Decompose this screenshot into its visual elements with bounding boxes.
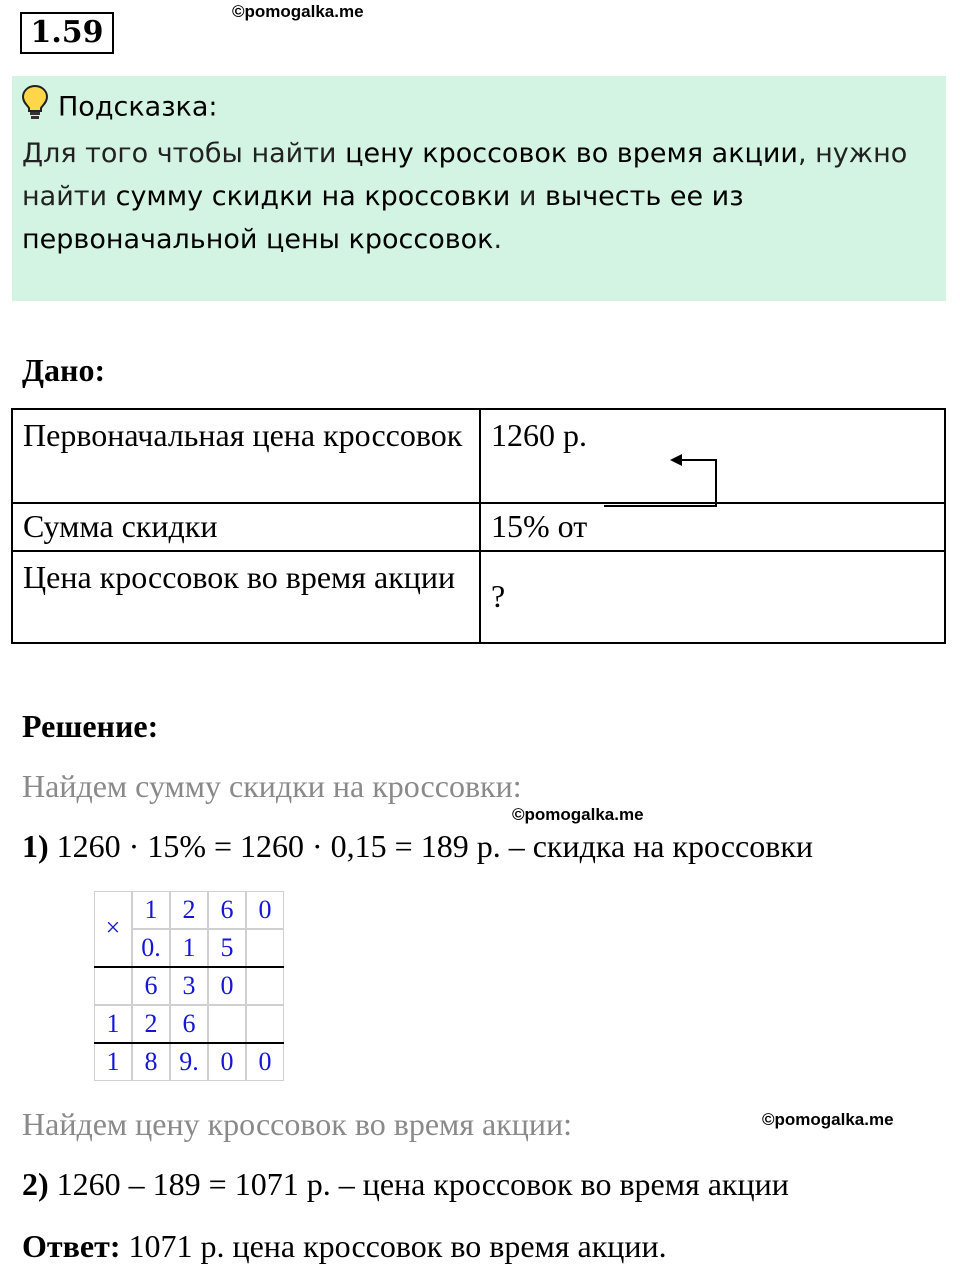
digit-cell: 2 <box>132 1005 170 1043</box>
multiply-sign: × <box>105 913 121 942</box>
sum-line <box>94 966 284 968</box>
digit-cell <box>208 1005 246 1043</box>
hint-emphasis: сумму скидки на кроссовки <box>115 181 511 212</box>
digit-cell: 0. <box>132 929 170 967</box>
hint-text: Для того чтобы найти цену кроссовок во время акции, нужно найти сумму скидки на кроссовки и вычесть ее из первоначальной цены кроссовок. <box>22 138 908 255</box>
digit-cell: 2 <box>170 891 208 929</box>
digit-cell: 0 <box>208 967 246 1005</box>
digit-cell: 0 <box>246 891 284 929</box>
hint-emphasis: цену кроссовок во время акции <box>345 138 798 169</box>
step2-text: 1260 – 189 = 1071 р. – цена кроссовок во время акции <box>56 1166 789 1202</box>
step1-intro: Найдем сумму скидки на кроссовки: <box>22 768 522 804</box>
table-row <box>12 551 945 643</box>
digit-cell: 6 <box>208 891 246 929</box>
given-heading: Дано: <box>22 352 106 388</box>
digit-cell <box>246 1005 284 1043</box>
step1-line <box>22 828 813 865</box>
step2-intro: Найдем цену кроссовок во время акции: <box>22 1106 572 1142</box>
given-table <box>11 408 946 644</box>
digit-cell: 1 <box>94 1043 132 1081</box>
given-value: 15% от <box>480 503 945 551</box>
digit-cell: 1 <box>94 1005 132 1043</box>
digit-cell: 9. <box>170 1043 208 1081</box>
digit-cell: 6 <box>132 967 170 1005</box>
watermark: ©pomogalka.me <box>512 805 644 824</box>
given-label: Цена кроссовок во время акции <box>12 551 480 643</box>
given-label: Сумма скидки <box>12 503 480 551</box>
hint-title <box>20 84 218 132</box>
given-label: Первоначальная цена кроссовок <box>12 409 480 503</box>
digit-cell: 1 <box>170 929 208 967</box>
digit-cell: 1 <box>132 891 170 929</box>
solution-heading: Решение: <box>22 708 159 744</box>
digit-cell <box>246 967 284 1005</box>
digit-cell <box>246 929 284 967</box>
digit-cell: 0 <box>208 1043 246 1081</box>
digit-cell <box>94 967 132 1005</box>
digit-cell: 6 <box>170 1005 208 1043</box>
hint-emphasis: вычесть ее из первоначальной цены кроссовок <box>22 181 744 255</box>
digit-cell: 3 <box>170 967 208 1005</box>
task-number: 1.59 <box>20 12 114 54</box>
digit-cell: 0 <box>246 1043 284 1081</box>
step2-line <box>22 1166 789 1203</box>
lightbulb-icon <box>20 84 50 132</box>
answer-label: Ответ: <box>22 1228 121 1264</box>
answer-line <box>22 1228 667 1265</box>
hint-title-text: Подсказка: <box>58 91 218 123</box>
watermark: ©pomogalka.me <box>232 2 364 21</box>
step2-number: 2) <box>22 1166 49 1202</box>
table-row <box>12 409 945 503</box>
digit-cell: 5 <box>208 929 246 967</box>
sum-line <box>94 1042 284 1044</box>
watermark: ©pomogalka.me <box>762 1110 894 1129</box>
given-value: 1260 р. <box>480 409 945 503</box>
given-value: ? <box>480 551 945 643</box>
digit-cell: 8 <box>132 1043 170 1081</box>
reference-arrow <box>596 450 726 514</box>
answer-text: 1071 р. цена кроссовок во время акции. <box>128 1228 667 1264</box>
step1-number: 1) <box>22 828 49 864</box>
step1-text: 1260 · 15% = 1260 · 0,15 = 189 р. – скидка на кроссовки <box>56 828 813 864</box>
table-row <box>12 503 945 551</box>
